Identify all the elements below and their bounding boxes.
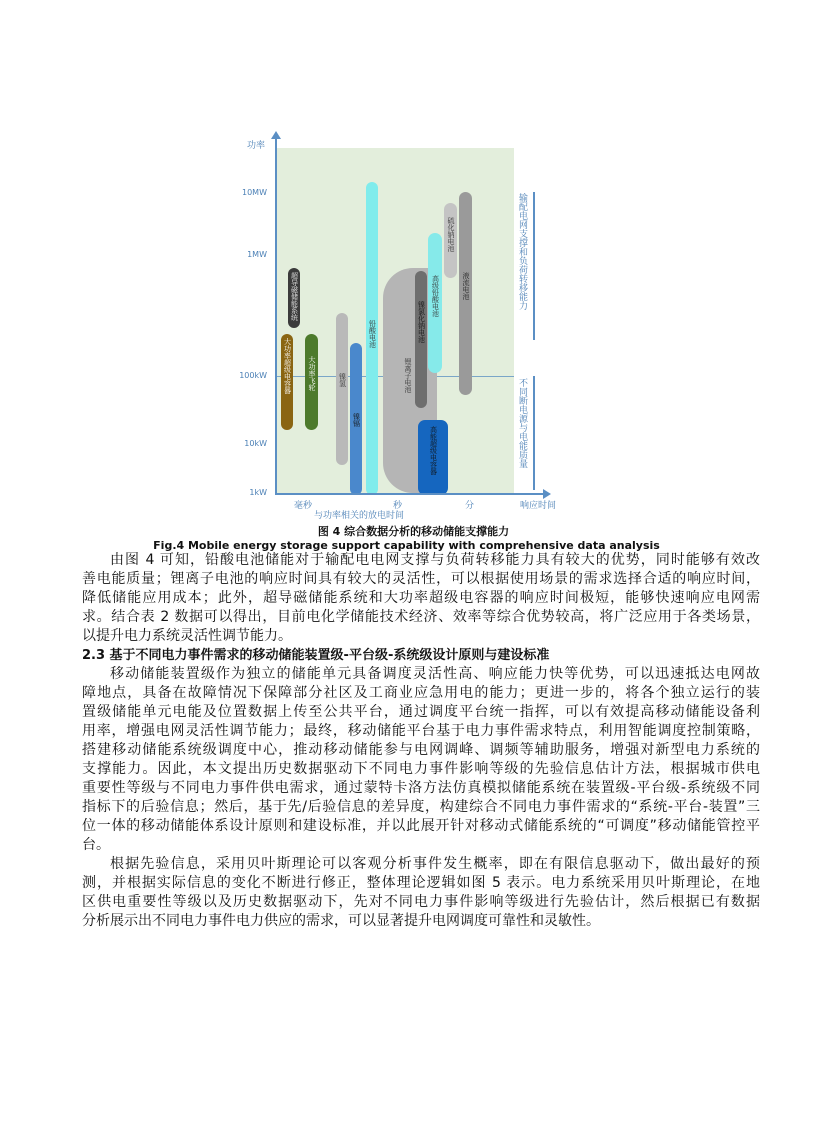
- text-line: 支撑能力。因此，本文提出历史数据驱动下不同电力事件影响等级的先验信息估计方法，根据城市供电: [82, 761, 760, 777]
- y-axis-label: 功率: [247, 141, 266, 151]
- body-text: [82, 551, 760, 931]
- text-line: 置级储能单元电能及位置数据上传至公共平台，通过调度平台统一指挥，可以有效提高移动储能设备利: [82, 704, 760, 720]
- bar-lead-acid: [366, 182, 378, 495]
- bar-label: 大功率超级电容器: [283, 338, 292, 394]
- right-top-label: 输配电网支撑和负荷转移能力: [517, 193, 527, 310]
- bar-nacl: [415, 271, 427, 408]
- text-line: 善电能质量；锂离子电池的响应时间具有较大的灵活性，可以根据使用场景的需求选择合适的响应时间，: [82, 571, 760, 587]
- up-arrow-icon: [533, 192, 535, 340]
- text-line: 位一体的移动储能体系设计原则和建设标准，并以此展开针对移动式储能系统的“可调度”移动储能管控平: [82, 818, 760, 834]
- y-tick: 100kW: [239, 371, 267, 380]
- right-bottom-label: 不同断电源与电能质量: [517, 378, 527, 468]
- caption-en: Fig.4 Mobile energy storage support capability with comprehensive data analysis: [153, 539, 660, 552]
- bar-label: 高能超级电容器: [429, 426, 438, 475]
- y-tick: 1kW: [249, 488, 267, 497]
- bar-advanced-lead-acid: [428, 233, 442, 373]
- y-axis: [275, 135, 277, 495]
- text-line: 降低储能应用成本；此外，超导磁储能系统和大功率超级电容器的响应时间极短，能够快速响应电网需: [82, 590, 760, 606]
- text-line: 求。结合表 2 数据可以得出，目前电化学储能技术经济、效率等综合优势较高，将广泛应用于各类场景，: [82, 609, 760, 625]
- bar-label: 硫化钠电池: [447, 217, 455, 252]
- bar-nimh: [336, 313, 348, 465]
- text-line: 重要性等级与不同电力事件供电需求，通过蒙特卡洛方法仿真模拟储能系统在装置级-平台级-系统级不同: [82, 780, 760, 796]
- down-arrow-icon: [533, 376, 535, 490]
- bar-label: 液流电池: [462, 272, 470, 300]
- x-axis: [275, 493, 545, 495]
- y-tick: 10kW: [244, 439, 267, 448]
- bar-label: 高级铅酸电池: [431, 275, 440, 317]
- bar-flow: [459, 192, 472, 395]
- y-tick: 1MW: [247, 250, 267, 259]
- text-line: 用率，增强电网灵活性调节能力；最终，移动储能平台基于电力事件需求特点，利用智能调度控制策略，: [82, 723, 760, 739]
- text-line: 指标下的后验信息；然后，基于先/后验信息的差异度，构建综合不同电力事件需求的“系统-平台-装置”三: [82, 799, 760, 815]
- x-axis-label: 响应时间: [520, 501, 557, 511]
- text-line: 搭建移动储能系统级调度中心，推动移动储能参与电网调峰、调频等辅助服务，增强对新型电力系统的: [82, 742, 760, 758]
- bar-label: 锂离子电池: [404, 358, 412, 393]
- bar-supercapacitor: [281, 334, 293, 430]
- text-line: 根据先验信息，采用贝叶斯理论可以客观分析事件发生概率，即在有限信息驱动下，做出最好的预: [110, 856, 760, 872]
- bar-superconducting: [288, 268, 300, 328]
- x-tick: 秒: [393, 501, 403, 511]
- bar-flywheel: [305, 334, 318, 430]
- bar-label: 镍氢: [338, 373, 347, 387]
- x-sub-label: 与功率相关的放电时间: [314, 511, 405, 521]
- bar-high-energy-supercap: [418, 420, 448, 495]
- text-line: 台。: [82, 837, 110, 853]
- bar-nas: [444, 203, 457, 278]
- bar-label: 镍镉: [352, 413, 361, 427]
- x-tick: 毫秒: [294, 501, 313, 511]
- x-tick: 分: [465, 501, 475, 511]
- bar-label: 超导磁储能系统: [290, 272, 299, 321]
- text-line: 移动储能装置级作为独立的储能单元具备调度灵活性高、响应能力快等优势，可以迅速抵达电网故: [110, 666, 760, 682]
- text-line: 以提升电力系统灵活性调节能力。: [82, 628, 292, 644]
- bar-label: 镍氯化钠电池: [417, 301, 426, 343]
- text-line: 由图 4 可知，铅酸电池储能对于输配电电网支撑与负荷转移能力具有较大的优势，同时能够有效改: [110, 552, 760, 568]
- bar-label: 铅酸电池: [368, 320, 377, 348]
- text-line: 障地点，具备在故障情况下保障部分社区及工商业应急用电的能力；更进一步的，将各个独立运行的装: [82, 685, 760, 701]
- text-line: 区供电重要性等级以及历史数据驱动下，先对不同电力事件影响等级进行先验估计，然后根据已有数据: [82, 894, 760, 910]
- y-tick: 10MW: [242, 188, 267, 197]
- bar-label: 大功率飞轮: [308, 356, 316, 391]
- bar-nicd: [350, 343, 362, 495]
- caption-cn: 图 4 综合数据分析的移动储能支撑能力: [317, 525, 510, 538]
- text-line: 分析展示出不同电力事件电力供应的需求，可以显著提升电网调度可靠性和灵敏性。: [82, 913, 600, 929]
- figure-4: [0, 0, 827, 552]
- section-heading: 2.3 基于不同电力事件需求的移动储能装置级-平台级-系统级设计原则与建设标准: [82, 648, 550, 663]
- text-line: 测，并根据实际信息的变化不断进行修正，整体理论逻辑如图 5 表示。电力系统采用贝叶斯理论，在地: [82, 875, 760, 891]
